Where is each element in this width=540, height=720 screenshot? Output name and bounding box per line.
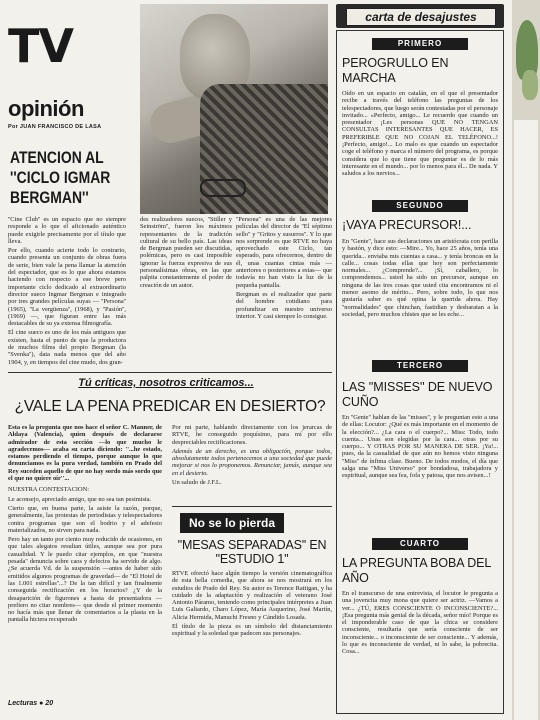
headline-cuarto: LA PREGUNTA BOBA DEL AÑO — [342, 556, 491, 585]
article-headline-vale: ¿VALE LA PENA PREDICAR EN DESIERTO? — [14, 398, 326, 415]
paragraph: Por mi parte, hablando directamente con los jerarcas de RTVE, he conseguido poquísimo, para mí por ello despreciables rectificaciones. — [172, 424, 332, 446]
paragraph: El título de la pieza es un símbolo del distanciamiento espiritual y la soledad que padecen sus personajes. — [172, 623, 332, 638]
article-column-5 — [172, 570, 332, 640]
carta-title: carta de desajustes — [346, 8, 496, 26]
magazine-name: Lecturas — [8, 700, 38, 707]
article-headline-bergman: ATENCION AL ''CICLO IGMAR BERGMAN'' — [10, 148, 111, 207]
page-footer — [8, 700, 88, 707]
paragraph: Le aconsejo, apreciado amigo, que no sea tan pesimista. — [8, 495, 152, 503]
badge-segundo: SEGUNDO — [372, 200, 468, 212]
paragraph: des realizadores suecos, ''Stiller y Seinström'', fueron los máximos representantes de la tradición cultural de su bello país. Las ideas de Bergman pueden ser discutidas, polémicas, pero es casi imposible ignorar la fuerza expresiva de sus personalísimas obras, en las que palpita constantemente el poder de creación de un autor. — [140, 216, 232, 289]
headline-segundo: ¡VAYA PRECURSOR!... — [342, 218, 472, 232]
tv-logo: TV — [8, 19, 73, 73]
paragraph: Bergman es el realizador que parte del hombre cotidiano para profundizar en nuestro universo interior. Y casi siempre lo consigue. — [236, 290, 332, 320]
headline-tercero: LAS ''MISSES'' DE NUEVO CUÑO — [342, 380, 493, 409]
badge-tercero: TERCERO — [372, 360, 468, 372]
article-headline-mesas: ''MESAS SEPARADAS'' EN ''ESTUDIO 1'' — [177, 538, 327, 566]
text-tercero: En ''Gente'' hablan de las ''misses'', y le preguntan esto a una de ellas: Locutor: ¿Qué es más importante en el momento de la elección?... ¿La cara o el cuerpo?... Miss: Todo, todo cuenta... Unas son elegidas por la cara... otras por su cuerpo... Y OTRAS POR SU MANERA DE SER. ¡Ya!... pues, da la casualidad de que aún no hemos visto ninguna ''Miss'' de ínfima clase. Bueno. De todos modos, el día que salga una ''Miss Universo'' por bondadosa, trabajadora y espiritual, aunque sea fea, fofa y patosa, que nos avisen...! — [342, 414, 498, 480]
paragraph: El cine sueco es uno de los más antiguos que existen, hasta el punto de que la productora de muchos films del propio Bergman (la ''Svenka''), data nada menos que del año 1904, y, en tiempos del cine mudo, dos gran- — [8, 329, 126, 366]
paragraph: Cierto que, en buena parte, la asiste la razón, porque, generalmente, las protestas de periodistas y telespectadores contra programas que son el bodrio y el adefesio materializados, no sirven para nada. — [8, 504, 162, 534]
nose-pierda-label: No se lo pierda — [180, 513, 284, 533]
page-number: 20 — [45, 700, 54, 707]
text-segundo: En ''Gente'', hace sus declaraciones un aristócrata con perilla y bastón, y dice esto: —Mire... Yo, hace 25 años, tenía una querida... enviaba mis cuentas a casa... y tenía broncas en la calle... cosas todas ellas que hoy son perfectamente normales... ¿Comprende?... ¡Sí, caballero, lo comprendemos... usted ha sido un precursor, aunque en ninguna de las tres cosas que usted cita encontramos ni el menor asomo de mérito... Pero, sobre todo, lo que nos gustaría saber es qué opina la querida ahora. Hay ''normalidades'' que chinchan, fastidian y desbaratan a la sociedad, pero muchos chistes que se les eche... — [342, 238, 498, 318]
leaf-icon — [522, 70, 538, 100]
paragraph: Esta es la pregunta que nos hace el señor C. Manner, de Aldaya (Valencia), quien después de declararse admirador de esta sección —lo que mucho le agradecemos— acaba su carta diciendo: ''...he estado, estamos perdiendo el tiempo, porque aunque lo que denunciamos es la pura verdad, también en Prado del Rey suceden aquello de que no hay sordo más sordo que el que no quiere oír''... — [8, 424, 162, 483]
article-column-2b — [236, 216, 332, 322]
paragraph: ''Persona'' es una de las mejores películas del director de ''El séptimo sello'' y ''Gritos y susurros''. Y lo que nos sorprende es que RTVE no haya aprovechado este Ciclo, tan esperado, para ofrecernos, dentro de él, unas cuantas cintas más —anteriores o posteriores a estas— que todavía no han visto la luz de la pequeña pantalla. — [236, 216, 332, 289]
glasses-icon — [200, 179, 246, 197]
subheading: NUESTRA CONTESTACION: — [8, 486, 89, 494]
headline-primero: PEROGRULLO EN MARCHA — [342, 56, 449, 85]
paragraph: Por ello, cuando acierte todo lo contrario, cuando presenta un conjunto de obras fuera de serie, bien vale la pena llamar la atención del espectador, que es lo que ahora estamos haciendo con respecto a ese breve pero importante ciclo dedicado al extraordinario director sueco Ingmar Bergman e integrado por tres grandes películas suyas — ''Persona'' (1965), ''La vergüenza'', (1968), y ''Pasión'', (1969) —, que figuran entre las más destacables de su ya extensa filmografía. — [8, 247, 126, 328]
badge-cuarto: CUARTO — [372, 538, 468, 550]
article-column-1 — [8, 216, 126, 368]
paragraph: Además de un derecho, es una obligación, porque todos, absolutamente todos pertenecemos a una sociedad que puede mejorar si nos lo proponemos. Renunciar, jamás, aunque sea en el desierto. — [172, 447, 332, 477]
paragraph: Un saludo de J.F.L. — [172, 479, 222, 487]
paragraph: RTVE ofreció hace algún tiempo la versión cinematográfica de esta bella comedia, que ahora se nos mostrará en los estudios de Prado del Rey. Su autor es Terence Rattigan, y ha cuidado de la adaptación y realización el veterano José Antonio Páramo, teniendo como principales intérpretes a Juan Luis Galiardo, Charo López, María Asquerino, José Martín, Alicia Hermida, Manuchi Fresno y Cándido Losada. — [172, 570, 332, 621]
adjacent-page — [514, 120, 538, 720]
paragraph: Pero hay un tanto por ciento muy reducido de ocasiones, en que tales alegatos resultan útiles, aunque sea por pura casualidad. Y le puedo citar ejemplos, en que ''nuestra pesada'' denuncia sobre caos y defectos ha servido de algo. ¿Se acuerda Vd. de la suspensión —antes de haber sido emitidos algunos programas de gravedad— de ''El Hotel de las 1.001 estrellas''...? De la tan difícil y tan finalmente conseguida rectificación en los horarios? ¿Y de la desaparición de figurones a hasta de presentadora —prefiero no citar nombres— que desde el primer momento no hacía más que llenar de comentarios a la plasta en la pantalla hiciera recuperado — [8, 536, 162, 624]
article-column-4 — [172, 424, 332, 488]
text-cuarto: En el transcurso de una entrevista, el locutor le pregunta a una jovencita muy mona que quiere ser actriz. —Vamos a ver... ¿TÚ, ERES CONSCIENTE O INCONSCIENTE?... ¡Esa pregunta más genial de la década, señor mío! Porque es el imponderable caso de que la chica se considere consciente, resultaría que sería consciente de ser inconsciente... o inconsciente de ser consciente... Y además, lo que es inconsciente de verdad, ni lo sabe, la pobrecita. Cosa... — [342, 590, 498, 656]
badge-primero: PRIMERO — [372, 38, 468, 50]
kicker: Tú críticas, nosotros criticamos... — [78, 377, 254, 389]
background-edge — [512, 0, 540, 720]
divider — [172, 506, 332, 507]
article-column-2a — [140, 216, 232, 291]
divider — [8, 372, 332, 373]
section-title: opinión — [8, 96, 84, 121]
paragraph: ''Cine Club'' es un espacio que no siempre responde a lo que el aficionado auténtico puede exigirle precisamente por el título que lleva. — [8, 216, 126, 245]
bergman-photo — [140, 4, 328, 214]
bullet-icon: ● — [39, 700, 44, 707]
text-primero: Oído en un espacio en catalán, en el que el presentador recibe a través del teléfono las preguntas de los telespectadores, que luego serán contestadas por el personaje invitado... «Perfecto, amigo... Le recuerdo que cuando un presentador ¡Les personas QUE NO TENGAN CONSULTAS INTERESANTES QUE HACER, ES PREFERIBLE QUE NO COJAN EL TELÉFONO...! ¡Perfecto, amigo!... Lo malo es que cuando un espectador coge el teléfono y marca el número del programa, es porque considera que lo que tiene que preguntar es de lo más interesante en el mundo... por lo menos para él... De nada. Y saludos a los nervios... — [342, 90, 498, 178]
byline: Por JUAN FRANCISCO DE LASA — [8, 124, 102, 130]
article-column-3 — [8, 424, 162, 626]
